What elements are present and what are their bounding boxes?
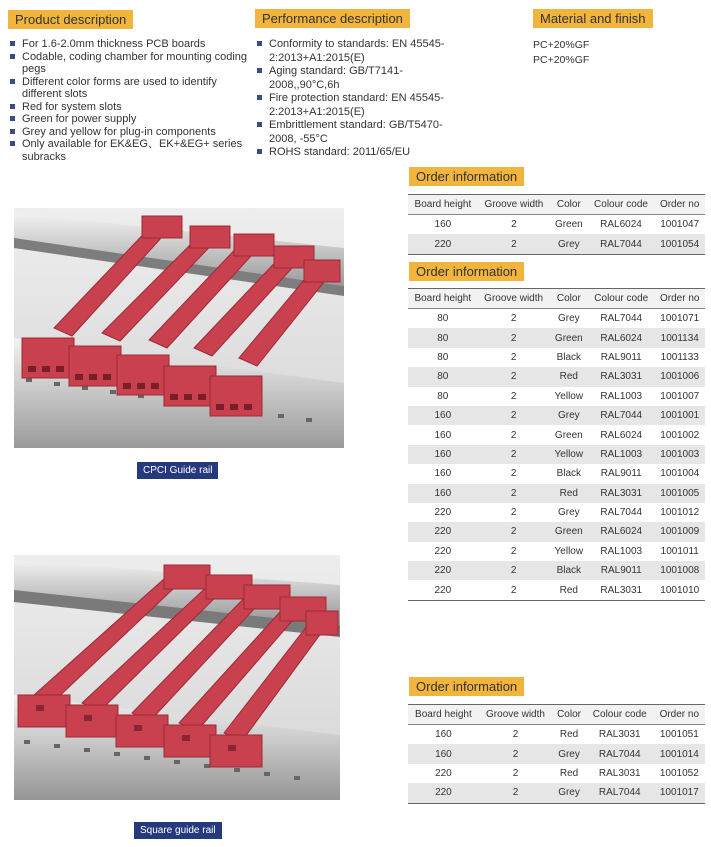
cell-board-height: 220 bbox=[434, 565, 452, 577]
table-row bbox=[408, 725, 705, 745]
table-row bbox=[408, 522, 705, 541]
col-order-no: Order no bbox=[659, 199, 700, 210]
list-item: Only available for EK&EG、EK+&EG+ series subracks bbox=[8, 138, 253, 163]
cell-color: Yellow bbox=[554, 545, 584, 557]
cell-order-no: 1001009 bbox=[660, 526, 700, 538]
cell-color: Black bbox=[556, 565, 582, 577]
cell-order-no: 1001017 bbox=[659, 787, 699, 799]
col-groove-width: Groove width bbox=[484, 199, 544, 210]
cell-color: Red bbox=[559, 584, 578, 596]
cell-board-height: 80 bbox=[437, 371, 449, 383]
material-finish-header: Material and finish bbox=[533, 9, 653, 28]
cell-colour-code: RAL6024 bbox=[600, 526, 643, 538]
cell-groove-width: 2 bbox=[510, 313, 517, 325]
col-color: Color bbox=[557, 709, 581, 720]
cell-groove-width: 2 bbox=[510, 507, 517, 519]
square-guide-rail-photo bbox=[14, 555, 340, 800]
list-item: Red for system slots bbox=[8, 101, 253, 114]
cell-board-height: 160 bbox=[435, 729, 452, 741]
cell-colour-code: RAL6024 bbox=[600, 219, 642, 231]
col-colour-code: Colour code bbox=[592, 709, 647, 720]
cell-colour-code: RAL9011 bbox=[600, 565, 642, 577]
order-table bbox=[408, 194, 705, 255]
cell-colour-code: RAL3031 bbox=[598, 729, 641, 741]
cell-colour-code: RAL3031 bbox=[598, 767, 641, 779]
cell-groove-width: 2 bbox=[511, 238, 517, 250]
cell-colour-code: RAL7044 bbox=[600, 410, 643, 422]
cell-colour-code: RAL6024 bbox=[600, 332, 643, 344]
table-row bbox=[408, 406, 705, 425]
cell-groove-width: 2 bbox=[510, 545, 517, 557]
order-info-header: Order information bbox=[409, 677, 524, 696]
cell-order-no: 1001054 bbox=[660, 238, 700, 250]
table-row bbox=[408, 580, 705, 600]
table-header-row bbox=[408, 195, 705, 215]
performance-description-list bbox=[255, 38, 470, 160]
list-item: Aging standard: GB/T7141-2008,,90°C,6h bbox=[255, 65, 470, 92]
table-row bbox=[408, 744, 705, 763]
order-info-header: Order information bbox=[409, 167, 524, 186]
col-order-no: Order no bbox=[659, 709, 700, 720]
table-row bbox=[408, 503, 705, 522]
table-row bbox=[408, 367, 705, 386]
col-board-height: Board height bbox=[414, 199, 472, 210]
cell-colour-code: RAL7044 bbox=[600, 313, 643, 325]
table-row bbox=[408, 783, 705, 803]
cell-groove-width: 2 bbox=[512, 748, 519, 760]
cell-order-no: 1001005 bbox=[660, 487, 700, 499]
material-line: PC+20%GF bbox=[533, 54, 590, 66]
cell-colour-code: RAL1003 bbox=[600, 390, 643, 402]
cell-groove-width: 2 bbox=[510, 351, 517, 363]
cell-color: Red bbox=[559, 729, 579, 741]
cell-colour-code: RAL9011 bbox=[600, 468, 642, 480]
product-description-list bbox=[8, 38, 253, 163]
cell-groove-width: 2 bbox=[510, 487, 517, 499]
cell-groove-width: 2 bbox=[510, 371, 517, 383]
col-color: Color bbox=[556, 293, 581, 304]
table-row bbox=[408, 764, 705, 783]
cell-groove-width: 2 bbox=[510, 390, 517, 402]
cell-board-height: 80 bbox=[437, 351, 449, 363]
cell-color: Yellow bbox=[554, 448, 584, 460]
table-row bbox=[408, 215, 705, 235]
cell-color: Grey bbox=[558, 238, 580, 250]
cpci-guide-rail-photo bbox=[14, 208, 344, 448]
list-item: Fire protection standard: EN 45545-2:2013+A1:2015(E) bbox=[255, 92, 470, 119]
cell-color: Grey bbox=[557, 410, 580, 422]
list-item: Grey and yellow for plug-in components bbox=[8, 126, 253, 139]
cell-board-height: 160 bbox=[435, 748, 452, 760]
table-header-row bbox=[408, 289, 705, 309]
product-description-header: Product description bbox=[8, 10, 133, 29]
cell-groove-width: 2 bbox=[510, 332, 517, 344]
list-item: Codable, coding chamber for mounting coding pegs bbox=[8, 51, 253, 76]
list-item: For 1.6-2.0mm thickness PCB boards bbox=[8, 38, 253, 51]
cell-board-height: 160 bbox=[434, 448, 452, 460]
table-row bbox=[408, 561, 705, 580]
table-row bbox=[408, 387, 705, 406]
cell-colour-code: RAL7044 bbox=[600, 238, 642, 250]
cell-colour-code: RAL1003 bbox=[600, 545, 643, 557]
table-row bbox=[408, 542, 705, 561]
cell-order-no: 1001014 bbox=[659, 748, 699, 760]
list-item: ROHS standard: 2011/65/EU bbox=[255, 146, 470, 160]
cell-color: Green bbox=[554, 526, 583, 538]
cell-groove-width: 2 bbox=[510, 468, 517, 480]
cell-groove-width: 2 bbox=[510, 448, 517, 460]
cell-order-no: 1001133 bbox=[660, 351, 699, 363]
cell-order-no: 1001051 bbox=[659, 729, 699, 741]
cell-board-height: 220 bbox=[434, 584, 452, 596]
table-row bbox=[408, 484, 705, 503]
cell-colour-code: RAL3031 bbox=[600, 371, 643, 383]
cell-groove-width: 2 bbox=[512, 729, 519, 741]
cell-colour-code: RAL9011 bbox=[600, 351, 642, 363]
cell-groove-width: 2 bbox=[510, 526, 517, 538]
table-row bbox=[408, 309, 705, 329]
table-header-row bbox=[408, 705, 705, 725]
table-row bbox=[408, 425, 705, 444]
cell-color: Red bbox=[559, 487, 578, 499]
cell-color: Grey bbox=[558, 748, 580, 760]
cell-board-height: 160 bbox=[434, 487, 452, 499]
col-groove-width: Groove width bbox=[484, 293, 544, 304]
cell-board-height: 220 bbox=[434, 526, 452, 538]
cell-board-height: 220 bbox=[434, 238, 452, 250]
square-guide-rail-caption: Square guide rail bbox=[134, 822, 222, 839]
order-table bbox=[408, 704, 705, 804]
cell-order-no: 1001134 bbox=[660, 332, 699, 344]
performance-description-header: Performance description bbox=[255, 9, 410, 28]
cell-board-height: 160 bbox=[434, 468, 452, 480]
cell-groove-width: 2 bbox=[510, 584, 517, 596]
cell-board-height: 80 bbox=[437, 332, 449, 344]
table-row bbox=[408, 348, 705, 367]
cell-board-height: 160 bbox=[434, 410, 452, 422]
cell-colour-code: RAL7044 bbox=[600, 507, 643, 519]
cell-board-height: 220 bbox=[434, 545, 452, 557]
cell-colour-code: RAL6024 bbox=[600, 429, 643, 441]
cell-order-no: 1001012 bbox=[660, 507, 700, 519]
col-board-height: Board height bbox=[415, 709, 472, 720]
cell-board-height: 80 bbox=[437, 313, 449, 325]
order-table bbox=[408, 288, 705, 601]
cell-order-no: 1001007 bbox=[660, 390, 700, 402]
cell-colour-code: RAL1003 bbox=[600, 448, 643, 460]
cell-color: Green bbox=[554, 332, 583, 344]
cell-color: Red bbox=[559, 371, 578, 383]
cell-colour-code: RAL3031 bbox=[600, 584, 643, 596]
cell-board-height: 160 bbox=[434, 429, 452, 441]
cell-order-no: 1001011 bbox=[660, 545, 699, 557]
table-row bbox=[408, 234, 705, 254]
list-item: Embrittlement standard: GB/T5470-2008, -55°C bbox=[255, 119, 470, 146]
cell-groove-width: 2 bbox=[510, 410, 517, 422]
cell-color: Green bbox=[554, 429, 583, 441]
cell-color: Green bbox=[554, 219, 583, 231]
cell-color: Grey bbox=[557, 507, 580, 519]
list-item: Conformity to standards: EN 45545-2:2013+A1:2015(E) bbox=[255, 38, 470, 65]
list-item: Green for power supply bbox=[8, 113, 253, 126]
cell-colour-code: RAL7044 bbox=[598, 787, 641, 799]
cell-board-height: 220 bbox=[434, 507, 452, 519]
cpci-guide-rail-caption: CPCI Guide rail bbox=[137, 462, 218, 479]
table-row bbox=[408, 445, 705, 464]
col-board-height: Board height bbox=[414, 293, 472, 304]
cell-groove-width: 2 bbox=[510, 565, 517, 577]
cell-groove-width: 2 bbox=[511, 219, 517, 231]
cell-order-no: 1001052 bbox=[659, 767, 699, 779]
col-colour-code: Colour code bbox=[594, 293, 649, 304]
cell-color: Red bbox=[559, 767, 579, 779]
cell-order-no: 1001001 bbox=[660, 410, 700, 422]
cell-color: Grey bbox=[558, 787, 580, 799]
cell-board-height: 220 bbox=[435, 767, 452, 779]
col-groove-width: Groove width bbox=[486, 709, 545, 720]
cell-order-no: 1001006 bbox=[660, 371, 700, 383]
cell-groove-width: 2 bbox=[512, 787, 519, 799]
cell-color: Yellow bbox=[554, 390, 584, 402]
cell-colour-code: RAL3031 bbox=[600, 487, 643, 499]
cell-order-no: 1001071 bbox=[660, 313, 700, 325]
cell-color: Black bbox=[556, 351, 582, 363]
cell-color: Grey bbox=[557, 313, 580, 325]
col-order-no: Order no bbox=[660, 293, 700, 304]
col-colour-code: Colour code bbox=[594, 199, 648, 210]
cell-order-no: 1001004 bbox=[660, 468, 700, 480]
list-item: Different color forms are used to identify different slots bbox=[8, 76, 253, 101]
cell-order-no: 1001008 bbox=[660, 565, 700, 577]
cell-order-no: 1001010 bbox=[660, 584, 700, 596]
table-row bbox=[408, 464, 705, 483]
cell-board-height: 160 bbox=[434, 219, 452, 231]
cell-color: Black bbox=[556, 468, 582, 480]
col-color: Color bbox=[556, 199, 581, 210]
cell-order-no: 1001002 bbox=[660, 429, 700, 441]
cell-board-height: 80 bbox=[437, 390, 449, 402]
cell-groove-width: 2 bbox=[510, 429, 517, 441]
material-line: PC+20%GF bbox=[533, 39, 590, 51]
table-row bbox=[408, 328, 705, 347]
cell-groove-width: 2 bbox=[512, 767, 519, 779]
order-info-header: Order information bbox=[409, 262, 524, 281]
cell-order-no: 1001047 bbox=[660, 219, 700, 231]
cell-board-height: 220 bbox=[435, 787, 452, 799]
cell-order-no: 1001003 bbox=[660, 448, 700, 460]
cell-colour-code: RAL7044 bbox=[598, 748, 641, 760]
